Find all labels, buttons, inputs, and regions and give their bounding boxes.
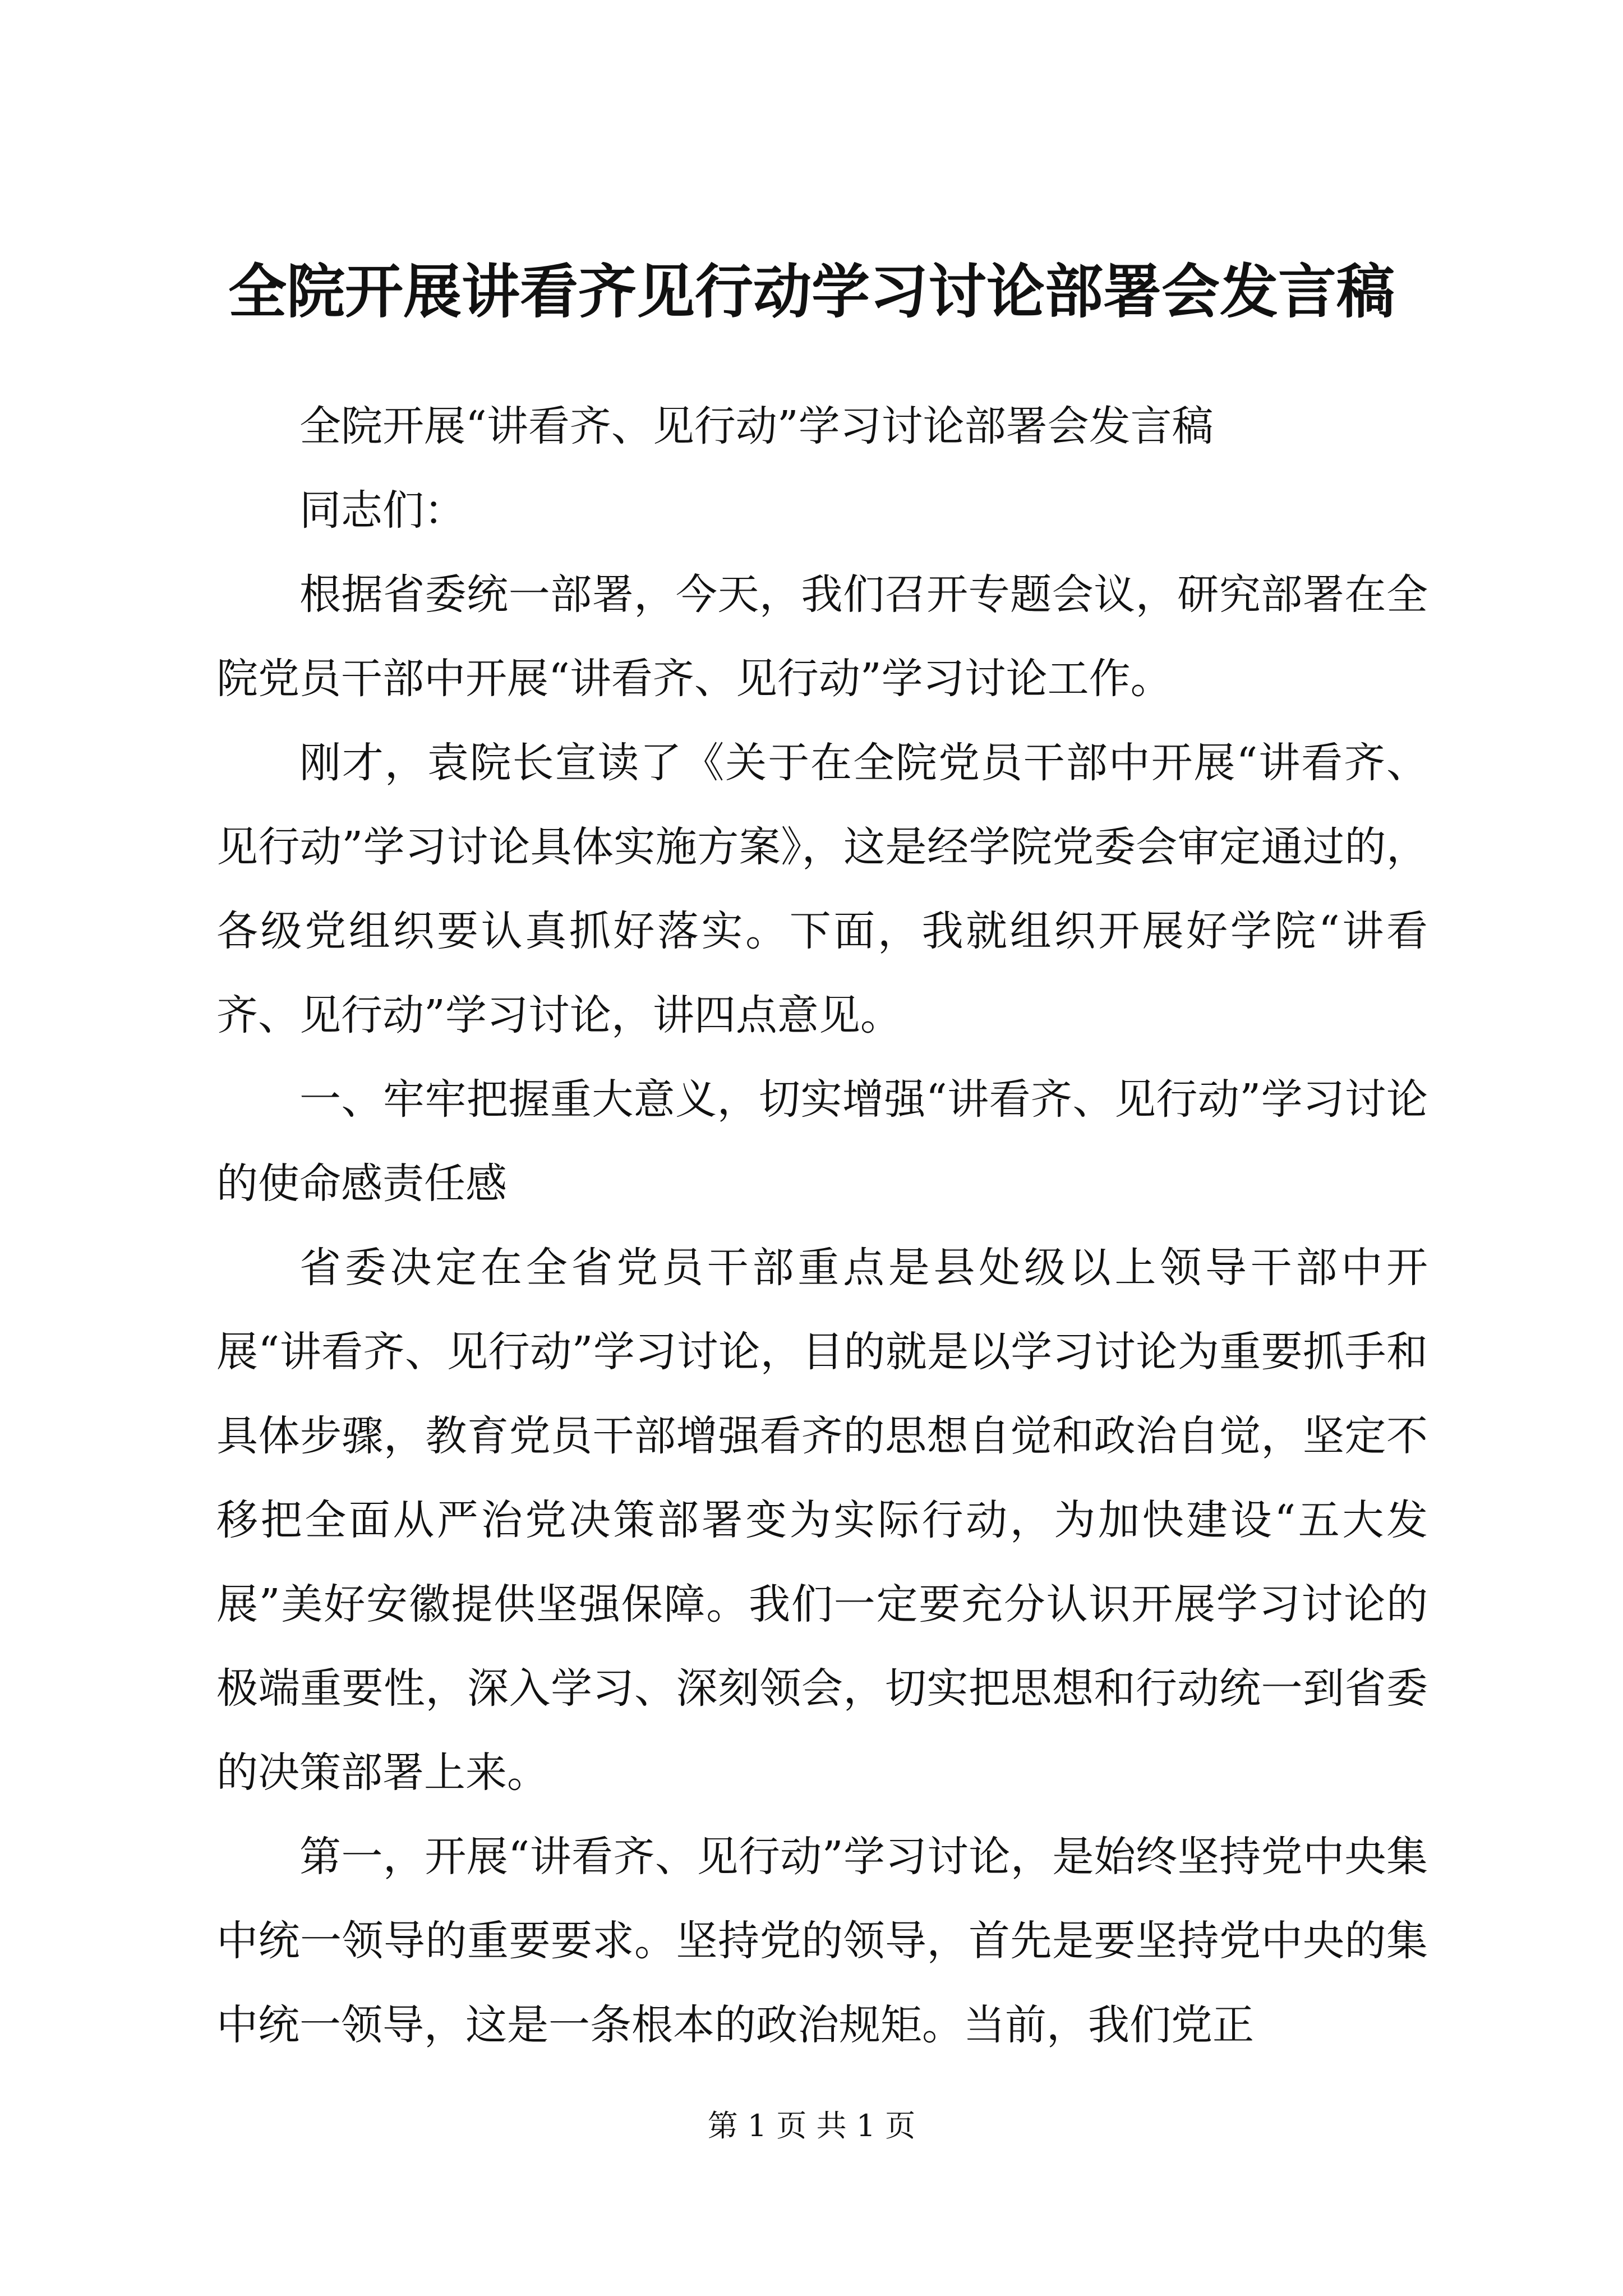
paragraph-subtitle: 全院开展“讲看齐、见行动”学习讨论部署会发言稿 (299, 402, 1214, 450)
paragraph-section-heading: 一、牢牢把握重大意义，切实增强“讲看齐、见行动”学习讨论的使命感责任感 (216, 1075, 1428, 1208)
paragraph-salutation: 同志们： (299, 486, 465, 535)
paragraph-plan: 刚才，袁院长宣读了《关于在全院党员干部中开展“讲看齐、见行动”学习讨论具体实施方案》，这是经学院党委会审定通过的，各级党组织要认真抓好落实。下面，我就组织开展好学院“讲看齐、见行动”学习讨论，讲四点意见。 (216, 739, 1428, 1039)
paragraph-intro: 根据省委统一部署，今天，我们召开专题会议，研究部署在全院党员干部中开展“讲看齐、见行动”学习讨论工作。 (216, 570, 1428, 703)
paragraph-first-point: 第一，开展“讲看齐、见行动”学习讨论，是始终坚持党中央集中统一领导的重要要求。坚持党的领导，首先是要坚持党中央的集中统一领导，这是一条根本的政治规矩。当前，我们党正 (216, 1833, 1428, 2049)
document-title: 全院开展讲看齐见行动学习讨论部署会发言稿 (228, 257, 1395, 326)
page-footer: 第 1 页 共 1 页 (707, 2108, 916, 2143)
paragraph-decision: 省委决定在全省党员干部重点是县处级以上领导干部中开展“讲看齐、见行动”学习讨论，目的就是以学习讨论为重要抓手和具体步骤，教育党员干部增强看齐的思想自觉和政治自觉，坚定不移把全面从严治党决策部署变为实际行动，为加快建设“五大发展”美好安徽提供坚强保障。我们一定要充分认识开展学习讨论的极端重要性，深入学习、深刻领会，切实把思想和行动统一到省委的决策部署上来。 (216, 1244, 1428, 1797)
document-body (216, 384, 1428, 2067)
